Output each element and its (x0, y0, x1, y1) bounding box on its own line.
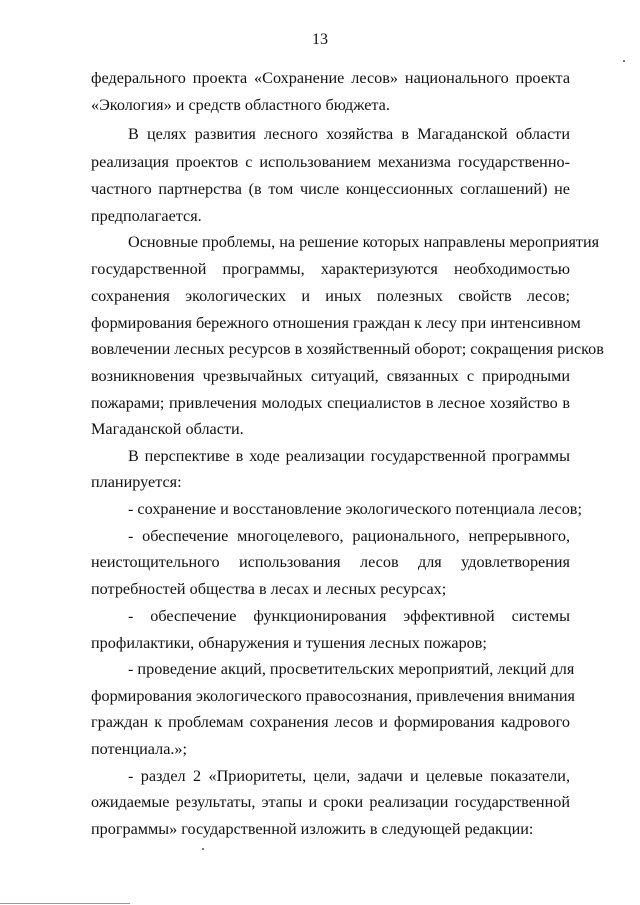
text-line: потенциала.»; (91, 740, 188, 758)
text-line: государственной программы, характеризуются необходимостью (91, 260, 570, 278)
text-line: формирования бережного отношения граждан к лесу при интенсивном (91, 314, 581, 332)
list-item: - обеспечение функционирования эффективной системы (128, 607, 570, 625)
text-line: возникновения чрезвычайных ситуаций, связанных с природными (91, 367, 570, 385)
text-line: пожарами; привлечения молодых специалистов в лесное хозяйство в (91, 394, 570, 412)
text-line: В целях развития лесного хозяйства в Магаданской области (128, 125, 570, 143)
text-line: программы» государственной изложить в следующей редакции: (91, 820, 534, 838)
text-line: Основные проблемы, на решение которых направлены мероприятия (128, 233, 600, 251)
scan-speck (623, 60, 625, 62)
text-line: потребностей общества в лесах и лесных ресурсах; (91, 580, 447, 598)
list-item: - раздел 2 «Приоритеты, цели, задачи и целевые показатели, (128, 767, 570, 785)
list-item: - проведение акций, просветительских мероприятий, лекций для (128, 660, 575, 678)
text-line: ожидаемые результаты, этапы и сроки реализации государственной (91, 793, 570, 811)
text-line: профилактики, обнаружения и тушения лесных пожаров; (91, 634, 487, 652)
text-line: неистощительного использования лесов для удовлетворения (91, 553, 570, 571)
text-line: планируется: (91, 473, 182, 491)
text-line: реализация проектов с использованием механизма государственно- (91, 153, 570, 171)
text-line: граждан к проблемам сохранения лесов и формирования кадрового (91, 713, 570, 731)
scan-speck (202, 848, 204, 850)
list-item: - сохранение и восстановление экологического потенциала лесов; (128, 500, 582, 518)
text-line: предполагается. (91, 207, 202, 225)
text-line: Магаданской области. (91, 420, 244, 438)
text-line: В перспективе в ходе реализации государственной программы (128, 447, 570, 465)
text-line: сохранения экологических и иных полезных свойств лесов; (91, 287, 570, 305)
text-line: формирования экологического правосознания, привлечения внимания (91, 687, 575, 705)
text-line: «Экология» и средств областного бюджета. (91, 96, 390, 114)
text-line: частного партнерства (в том числе концессионных соглашений) не (91, 180, 570, 198)
scan-edge-mark (0, 903, 130, 904)
page-number: 13 (312, 31, 328, 48)
list-item: - обеспечение многоцелевого, рационального, непрерывного, (128, 527, 570, 545)
text-line: федерального проекта «Сохранение лесов» национального проекта (91, 69, 570, 87)
text-line: вовлечении лесных ресурсов в хозяйственный оборот; сокращения рисков (91, 340, 604, 358)
